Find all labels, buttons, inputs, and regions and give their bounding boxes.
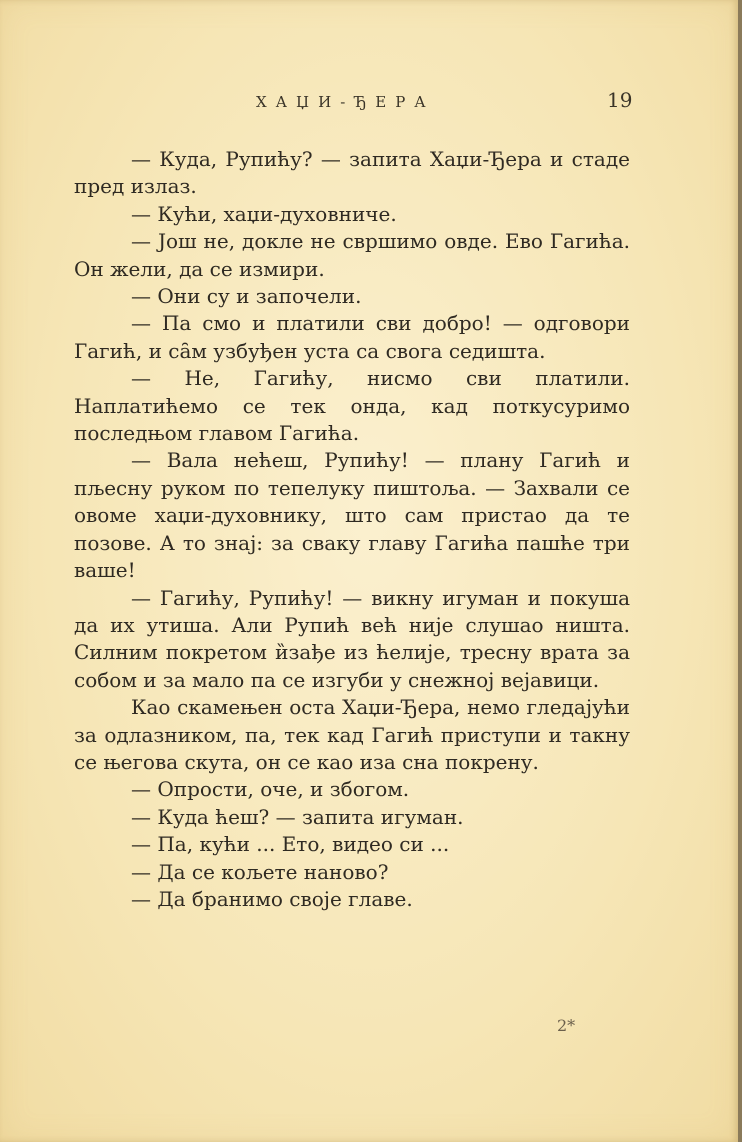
page-edge — [738, 0, 742, 1142]
paragraph: — Па, кући ... Ето, видео си ... — [131, 832, 450, 857]
paragraph: — Да се кољете наново? — [131, 859, 389, 884]
paragraph: — Опрости, оче, и збогом. — [131, 777, 410, 802]
paragraph: — Вала нећеш, Рупићу! — плану Гагић и пљесну руком по тепелуку пиштоља. — Захвали се овоме хаџи-духовнику, што сам пристао да те позове. А то знај: за сваку главу Гагића пашће три ваше! — [74, 448, 630, 583]
page-number: 19 — [607, 88, 633, 112]
paragraph: — Куда, Рупићу? — запита Хаџи-Ђера и стаде пред излаз. — [74, 147, 630, 199]
paragraph: — Кући, хаџи-духовниче. — [131, 201, 397, 226]
paragraph: — Гагићу, Рупићу! — викну игуман и покуша да их утиша. Али Рупић већ није слушао ништа. Силним покретом и̏зађе из ћелије, тресну врата за собом и за мало па се изгуби у снежној вејавици. — [74, 585, 630, 692]
paragraph: — Па смо и платили сви добро! — одговори Гагић, и са̑м узбуђен уста са свога седишта. — [74, 311, 630, 363]
paragraph: — Они су и започели. — [131, 284, 362, 309]
signature-mark: 2* — [557, 1016, 576, 1035]
body-text — [74, 146, 630, 913]
paragraph: — Куда ћеш? — запита игуман. — [131, 804, 464, 829]
running-title: ХАЏИ-ЂЕРА — [256, 93, 435, 111]
paragraph: — Још не, докле не свршимо овде. Ево Гагића. Он жели, да се измири. — [74, 229, 630, 281]
paragraph: — Не, Гагићу, нисмо сви платили. Наплатићемо се тек онда, кад поткусуримо последњом главом Гагића. — [74, 366, 630, 446]
paragraph: Као скамењен оста Хаџи-Ђера, немо гледајући за одлазником, па, тек кад Гагић приступи и такну се његова скута, он се као иза сна покрену. — [74, 695, 630, 774]
paragraph: — Да бранимо своје главе. — [131, 886, 413, 911]
